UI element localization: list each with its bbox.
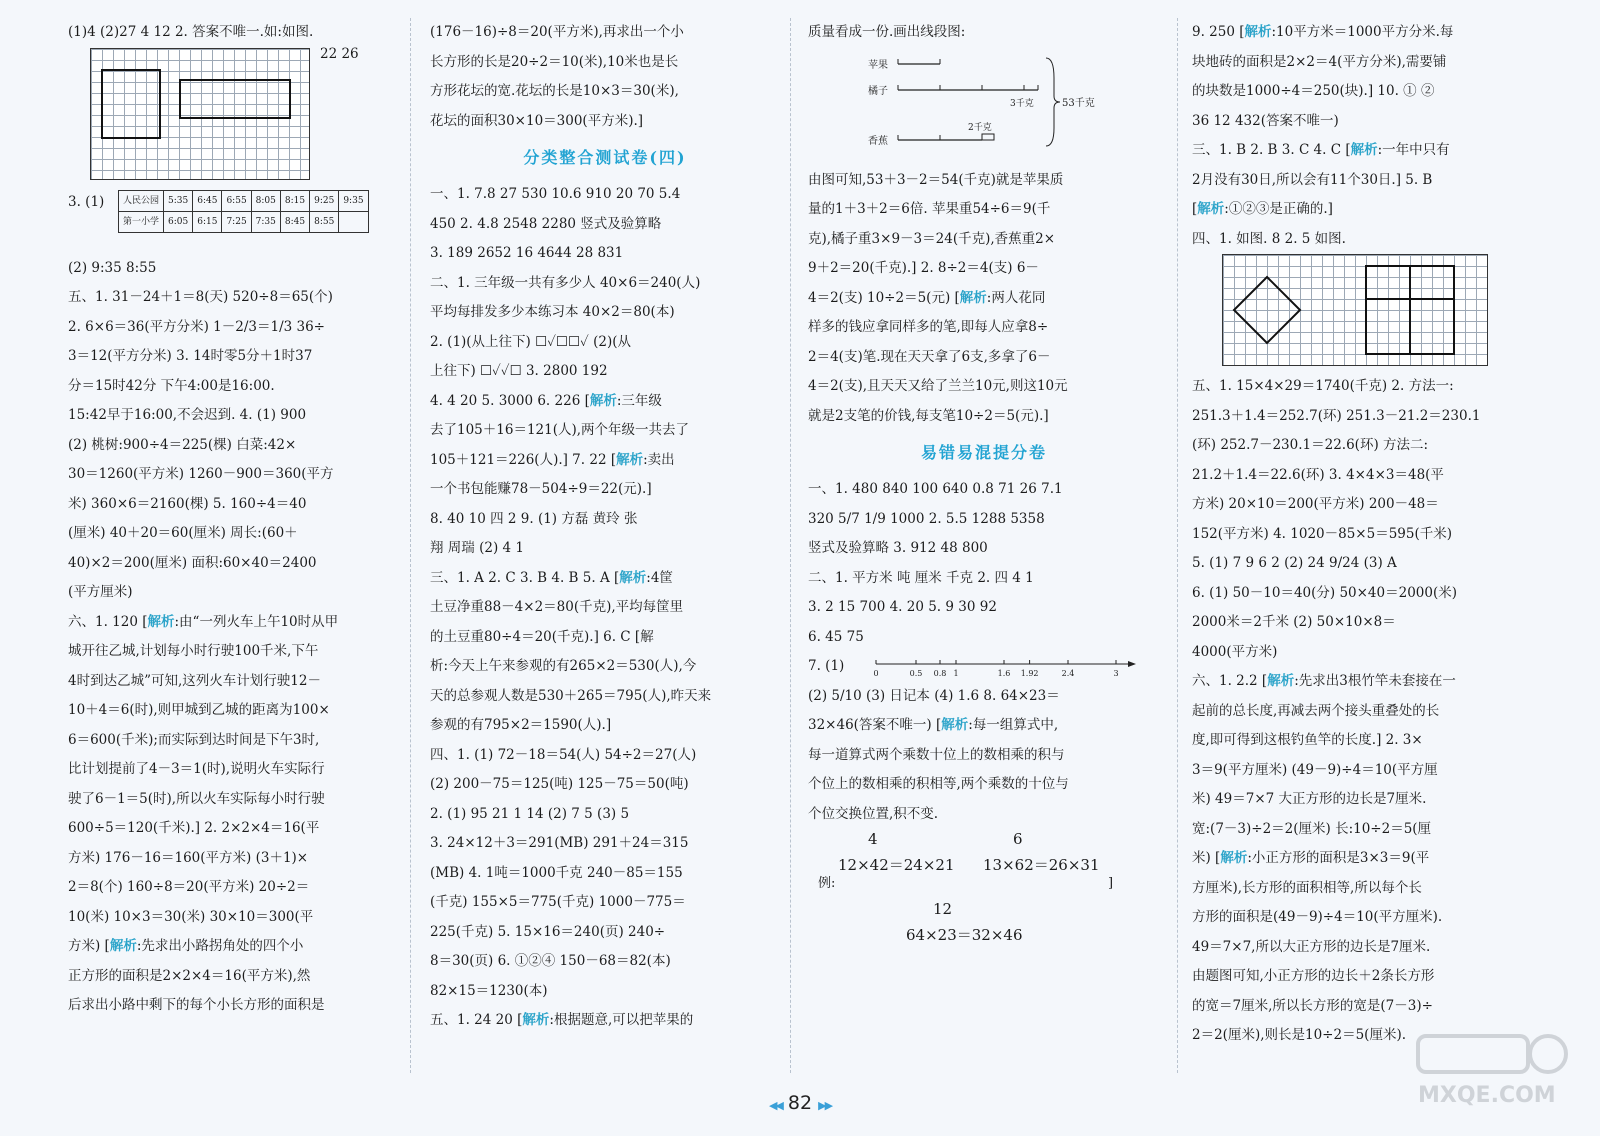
table-cell: 人民公园: [119, 190, 164, 211]
text-line: 五、1. 15×4×29＝1740(千克) 2. 方法一:: [1192, 378, 1454, 394]
text-line: 每一道算式两个乘数十位上的数相乘的积与: [808, 746, 1065, 763]
table-cell: 6:05: [164, 211, 193, 232]
text-line: 正方形的面积是2×2×4＝16(平方米),然: [68, 967, 311, 984]
section-title: 易错易混提分卷: [920, 443, 1047, 462]
line-segment-diagram: [808, 48, 1160, 166]
text-line: 平均每排发多少本练习本 40×2＝80(本): [430, 304, 675, 320]
orange-label: 橘子: [868, 85, 888, 97]
text-line: 2＝8(个) 160÷8＝20(平方米) 20÷2＝: [68, 879, 310, 895]
analysis-keyword: 解析: [616, 451, 644, 468]
text-line: 82×15＝1230(本): [430, 982, 548, 999]
text-line: 米) [解析:小正方形的面积是3×3＝9(平: [1192, 850, 1430, 866]
number-line-label: 3: [1113, 669, 1119, 678]
text-line: 3＝12(平方分米) 3. 14时零5分＋1时37: [68, 348, 313, 364]
text-line: 方形花坛的宽.花坛的长是10×3＝30(米),: [430, 83, 679, 99]
rectangle-shape: [101, 69, 161, 139]
text-line: 2. 6×6＝36(平方分米) 1－2/3＝1/3 36÷: [68, 318, 325, 335]
text-line: 米) 360×6＝2160(棵) 5. 160÷4＝40: [68, 495, 307, 512]
text-line: [解析:①②③是正确的.]: [1192, 201, 1333, 217]
text-line: 度,即可得到这根钓鱼竿的长度.] 2. 3×: [1192, 732, 1423, 748]
analysis-keyword: 解析: [109, 938, 137, 954]
text-line: 参观的有795×2＝1590(人).]: [430, 717, 612, 733]
text-line: 六、1. 120 [解析:由“一列火车上午10时从甲: [68, 613, 339, 630]
text-line: 土豆净重88－4×2＝80(千克),平均每筐里: [430, 599, 684, 615]
number-line-label: 1.6: [997, 669, 1011, 678]
text-line: 600÷5＝120(千米).] 2. 2×2×4＝16(平: [68, 820, 320, 836]
table-cell: 5:35: [164, 190, 193, 211]
apple-label: 苹果: [868, 59, 888, 71]
text-line: 一个书包能赚78－504÷9＝22(元).]: [430, 481, 652, 497]
text-line: 五、1. 31－24＋1＝8(天) 520÷8＝65(个): [68, 289, 333, 305]
text-line: 的宽＝7厘米,所以长方形的宽是(7－3)÷: [1192, 997, 1433, 1014]
analysis-keyword: 解析: [589, 392, 617, 409]
text-line: 32×46(答案不唯一) [解析:每一组算式中,: [808, 717, 1059, 733]
text-line: 15:42早于16:00,不会迟到. 4. (1) 900: [68, 407, 307, 423]
table-cell: 8:55: [310, 211, 339, 232]
diamond-square: [1234, 277, 1300, 343]
text-line: 样多的钱应拿同样多的笔,即每人应拿8÷: [808, 319, 1049, 335]
analysis-keyword: 解析: [1267, 673, 1295, 689]
difference-label: 2千克: [968, 122, 992, 133]
text-line: 2000米＝2千米 (2) 50×10×8＝: [1192, 614, 1396, 630]
analysis-keyword: 解析: [941, 717, 969, 733]
text-line: 上往下) ☐✓✓☐ 3. 2800 192: [430, 363, 608, 379]
text-line: 4. 4 20 5. 3000 6. 226 [解析:三年级: [430, 392, 662, 409]
page-footer: [0, 1092, 1600, 1114]
axis-arrow: [1128, 661, 1136, 667]
analysis-keyword: 解析: [1220, 850, 1248, 866]
text-line: 49＝7×7,所以大正方形的边长是7厘米.: [1192, 938, 1431, 955]
text-line: (176－16)÷8＝20(平方米),再求出一个小: [430, 24, 684, 40]
timetable-block: [68, 188, 388, 254]
text-line: 8＝30(页) 6. ①②④ 150－68＝82(本): [430, 953, 671, 969]
text-line: 二、1. 平方米 吨 厘米 千克 2. 四 4 1: [808, 569, 1034, 586]
text-line: 4000(平方米): [1192, 643, 1278, 660]
table-cell: 第一小学: [119, 211, 164, 232]
banana-label: 香蕉: [868, 135, 888, 147]
square-grid: [1222, 254, 1488, 366]
text-line: 3. 2 15 700 4. 20 5. 9 30 92: [808, 599, 997, 615]
text-line: 个位交换位置,积不变.: [808, 805, 939, 822]
text-line: 225(千克) 5. 15×16＝240(页) 240÷: [430, 923, 666, 940]
table-cell: 8:05: [251, 190, 280, 211]
text-line: 分＝15时42分 下午4:00是16:00.: [68, 377, 275, 394]
text-line: 二、1. 三年级一共有多少人 40×6＝240(人): [430, 274, 701, 291]
text-line: 2＝4(支)笔.现在天天拿了6支,多拿了6－: [808, 348, 1051, 365]
text-line: 五、1. 24 20 [解析:根据题意,可以把苹果的: [430, 1012, 694, 1028]
column-divider: [410, 18, 411, 1073]
text-line: 克),橘子重3×9－3＝24(千克),香蕉重2×: [808, 230, 1056, 247]
analysis-keyword: 解析: [959, 289, 987, 306]
text-line: 320 5/7 1/9 1000 2. 5.5 1288 5358: [808, 510, 1045, 527]
text-line: 6. 45 75: [808, 628, 864, 645]
grid-figure: [1192, 254, 1552, 372]
text-line: 6. (1) 50－10＝40(分) 50×40＝2000(米): [1192, 584, 1458, 601]
text-line: 质量看成一份.画出线段图:: [808, 24, 966, 40]
segment-svg: [868, 48, 1168, 158]
text-line: 量的1＋3＋2＝6倍. 苹果重54÷6＝9(千: [808, 201, 1051, 217]
text-line: (千克) 155×5＝775(千克) 1000－775＝: [430, 894, 686, 910]
text-line: 去了105＋16＝121(人),两个年级一共去了: [430, 422, 690, 438]
text-line: (平方厘米): [68, 584, 133, 600]
text-line: 四、1. 如图. 8 2. 5 如图.: [1192, 230, 1346, 247]
square-grid: [90, 48, 310, 180]
prev-arrow-icon: ◀◀: [768, 1099, 782, 1112]
text-line: 块地砖的面积是2×2＝4(平方分米),需要铺: [1192, 53, 1447, 70]
number-line-label: 0.5: [909, 669, 923, 678]
equation: 13×62＝26×31: [983, 856, 1100, 874]
section-title: 分类整合测试卷(四): [523, 148, 687, 167]
text-line: 36 12 432(答案不唯一): [1192, 112, 1339, 129]
number-line-label: 0: [873, 669, 879, 678]
table-cell: 9:25: [310, 190, 339, 211]
shape-overlay: [1223, 255, 1487, 365]
text-line: 花坛的面积30×10＝300(平方米).]: [430, 112, 644, 129]
text-line: 城开往乙城,计划每小时行驶100千米,下午: [68, 643, 319, 659]
text-line: (2) 5/10 (3) 日记本 (4) 1.6 8. 64×23＝: [808, 687, 1060, 704]
text-line: 的块数是1000÷4＝250(块).] 10. ① ②: [1192, 83, 1435, 99]
text-line: 9. 250 [解析:10平方米＝1000平方分米.每: [1192, 24, 1454, 40]
total-label: 53千克: [1062, 97, 1095, 109]
table-cell: [339, 211, 368, 232]
text-line: 4＝2(支) 10÷2＝5(元) [解析:两人花同: [808, 289, 1046, 306]
difference-label: 3千克: [1010, 98, 1034, 109]
watermark-text: MXQE.COM: [1418, 1083, 1556, 1108]
text-line: (2) 桃树:900÷4＝225(棵) 白菜:42×: [68, 436, 297, 453]
next-arrow-icon: ▶▶: [818, 1099, 832, 1112]
example-label: 例:: [818, 876, 836, 891]
text-line: 一、1. 480 840 100 640 0.8 71 26 7.1: [808, 481, 1063, 497]
text-line: 2. (1)(从上往下) ☐✓☐☐✓ (2)(从: [430, 333, 632, 350]
text-line: 三、1. B 2. B 3. C 4. C [解析:一年中只有: [1192, 142, 1450, 158]
answer-column-3: [808, 18, 1160, 979]
text-line: 40)×2＝200(厘米) 面积:60×40＝2400: [68, 554, 317, 571]
text-line: 方形的面积是(49－9)÷4＝10(平方厘米).: [1192, 909, 1443, 925]
text-line: 长方形的长是20÷2＝10(米),10米也是长: [430, 53, 679, 70]
text-line: 6＝600(千米);而实际到达时间是下午3时,: [68, 731, 320, 748]
text-line: 起前的总长度,再减去两个接头重叠处的长: [1192, 702, 1440, 719]
text-line: 4＝2(支),且天天又给了兰兰10元,则这10元: [808, 378, 1068, 394]
watermark: [1408, 1030, 1578, 1114]
number-line-label: 1.92: [1020, 669, 1039, 678]
text-line: 析:今天上午来参观的有265×2＝530(人),今: [430, 658, 697, 674]
table-cell: 8:15: [280, 190, 309, 211]
text-line: 四、1. (1) 72－18＝54(人) 54÷2＝27(人): [430, 746, 697, 763]
text-line: 驶了6－1＝5(时),所以火车实际每小时行驶: [68, 790, 325, 807]
bus-timetable: [118, 190, 369, 233]
text-line: 的土豆重80÷4＝20(千克).] 6. C [解: [430, 628, 654, 645]
banana-extra: [982, 134, 994, 140]
text-line: (2) 200－75＝125(吨) 125－75＝50(吨): [430, 776, 689, 792]
text-line: 251.3＋1.4＝252.7(环) 251.3－21.2＝230.1: [1192, 407, 1481, 424]
text-line: 2. (1) 95 21 1 14 (2) 7 5 (3) 5: [430, 805, 630, 822]
text-line: (2) 9:35 8:55: [68, 259, 157, 276]
text-line: 方米) [解析:先求出小路拐角处的四个小: [68, 938, 304, 954]
text-line: 由题图可知,小正方形的边长＋2条长方形: [1192, 968, 1435, 984]
analysis-keyword: 解析: [1197, 201, 1225, 217]
number-line-row: [808, 652, 1160, 682]
text-line: 3. 24×12＋3＝291(MB) 291＋24＝315: [430, 835, 689, 851]
text-line: 8. 40 10 四 2 9. (1) 方磊 黄玲 张: [430, 510, 638, 527]
watermark-logo-icon: [1408, 1030, 1578, 1110]
table-cell: 7:25: [222, 211, 251, 232]
number-line: [866, 652, 1146, 682]
text-line: 3＝9(平方厘米) (49－9)÷4＝10(平方厘: [1192, 761, 1438, 778]
text-line: 方米) 20×10＝200(平方米) 200－48＝: [1192, 496, 1439, 512]
product-label: 12: [933, 900, 953, 918]
text-line: 4时到达乙城”可知,这列火车计划行驶12－: [68, 672, 321, 689]
text-line: 米) 49＝7×7 大正方形的边长是7厘米.: [1192, 791, 1427, 807]
number-line-label: 1: [953, 669, 959, 678]
column-divider: [790, 18, 791, 1073]
text-line: (1)4 (2)27 4 12 2. 答案不唯一.如:如图.: [68, 24, 314, 40]
number-line-label: 2.4: [1061, 669, 1075, 678]
text-line: 9＋2＝20(千克).] 2. 8÷2＝4(支) 6－: [808, 260, 1039, 276]
text-line: 152(平方米) 4. 1020－85×5＝595(千米): [1192, 525, 1453, 542]
analysis-keyword: 解析: [1244, 24, 1272, 40]
analysis-keyword: 解析: [147, 613, 175, 630]
text-line: 一、1. 7.8 27 530 10.6 910 20 70 5.4: [430, 186, 681, 202]
product-label: 6: [1013, 830, 1023, 848]
brace: [1046, 58, 1060, 146]
product-label: 4: [868, 830, 878, 848]
table-cell: 6:45: [193, 190, 222, 211]
text-line: 3. 189 2652 16 4644 28 831: [430, 245, 624, 261]
text-line: 5. (1) 7 9 6 2 (2) 24 9/24 (3) A: [1192, 555, 1397, 571]
table-cell: 8:45: [280, 211, 309, 232]
table-row: [119, 190, 369, 211]
text-line: 后求出小路中剩下的每个小长方形的面积是: [68, 997, 325, 1013]
analysis-keyword: 解析: [619, 569, 647, 586]
text-line: 2＝2(厘米),则长是10÷2＝5(厘米).: [1192, 1027, 1406, 1043]
text-line: 10＋4＝6(时),则甲城到乙城的距离为100×: [68, 702, 330, 718]
text-line: (厘米) 40＋20＝60(厘米) 周长:(60＋: [68, 525, 298, 541]
table-cell: 6:55: [222, 190, 251, 211]
text-line: 比计划提前了4－3＝1(时),说明火车实际行: [68, 761, 325, 777]
grid-figure: [68, 45, 388, 188]
text-line: 2月没有30日,所以会有11个30日.] 5. B: [1192, 171, 1433, 188]
text-line: 就是2支笔的价钱,每支笔10÷2＝5(元).]: [808, 407, 1049, 424]
analysis-keyword: 解析: [1350, 142, 1378, 158]
equation: 64×23＝32×46: [906, 926, 1023, 944]
equation: 12×42＝24×21: [838, 856, 955, 874]
answer-column-4: [1192, 18, 1552, 1051]
answer-column-2: [430, 18, 780, 1036]
closing-bracket: ]: [1108, 876, 1114, 891]
rectangle-shape: [179, 79, 291, 119]
text-line: 105＋121＝226(人).] 7. 22 [解析:卖出: [430, 451, 675, 468]
text-line: 三、1. A 2. C 3. B 4. B 5. A [解析:4筐: [430, 569, 673, 586]
analysis-keyword: 解析: [522, 1012, 550, 1028]
text-line: 方米) 176－16＝160(平方米) (3＋1)×: [68, 849, 309, 866]
example-equations: [808, 829, 1160, 979]
text-line: 450 2. 4.8 2548 2280 竖式及验算略: [430, 215, 662, 232]
text-line: 六、1. 2.2 [解析:先求出3根竹竿未套接在一: [1192, 673, 1456, 689]
table-cell: 7:35: [251, 211, 280, 232]
text-line: 方厘米),长方形的面积相等,所以每个长: [1192, 879, 1422, 896]
answer-column-1: [68, 18, 388, 1021]
text-line: 翔 周瑞 (2) 4 1: [430, 540, 524, 556]
question-label: 3. (1): [68, 193, 105, 210]
table-cell: 9:35: [339, 190, 368, 211]
text-line: (环) 252.7－230.1＝22.6(环) 方法二:: [1192, 437, 1429, 453]
text-line: 宽:(7－3)÷2＝2(厘米) 长:10÷2＝5(厘: [1192, 820, 1432, 837]
perimeter-label: 22 26: [320, 45, 359, 62]
text-line: 竖式及验算略 3. 912 48 800: [808, 540, 988, 556]
text-line: 10(米) 10×3＝30(米) 30×10＝300(平: [68, 908, 314, 925]
text-line: (MB) 4. 1吨＝1000千克 240－85＝155: [430, 864, 683, 881]
table-row: [119, 211, 369, 232]
table-cell: 6:15: [193, 211, 222, 232]
text-line: 21.2＋1.4＝22.6(环) 3. 4×4×3＝48(平: [1192, 466, 1444, 483]
text-line: 30＝1260(平方米) 1260－900＝360(平方: [68, 466, 334, 482]
text-line: 天的总参观人数是530＋265＝795(人),昨天来: [430, 687, 712, 704]
text-line: 个位上的数相乘的积相等,两个乘数的十位与: [808, 776, 1069, 792]
question-label: 7. (1): [808, 658, 845, 674]
number-line-label: 0.8: [933, 669, 947, 678]
column-divider: [1177, 18, 1178, 1073]
page-number: 82: [787, 1092, 813, 1114]
text-line: 由图可知,53＋3－2＝54(千克)就是苹果质: [808, 171, 1064, 188]
